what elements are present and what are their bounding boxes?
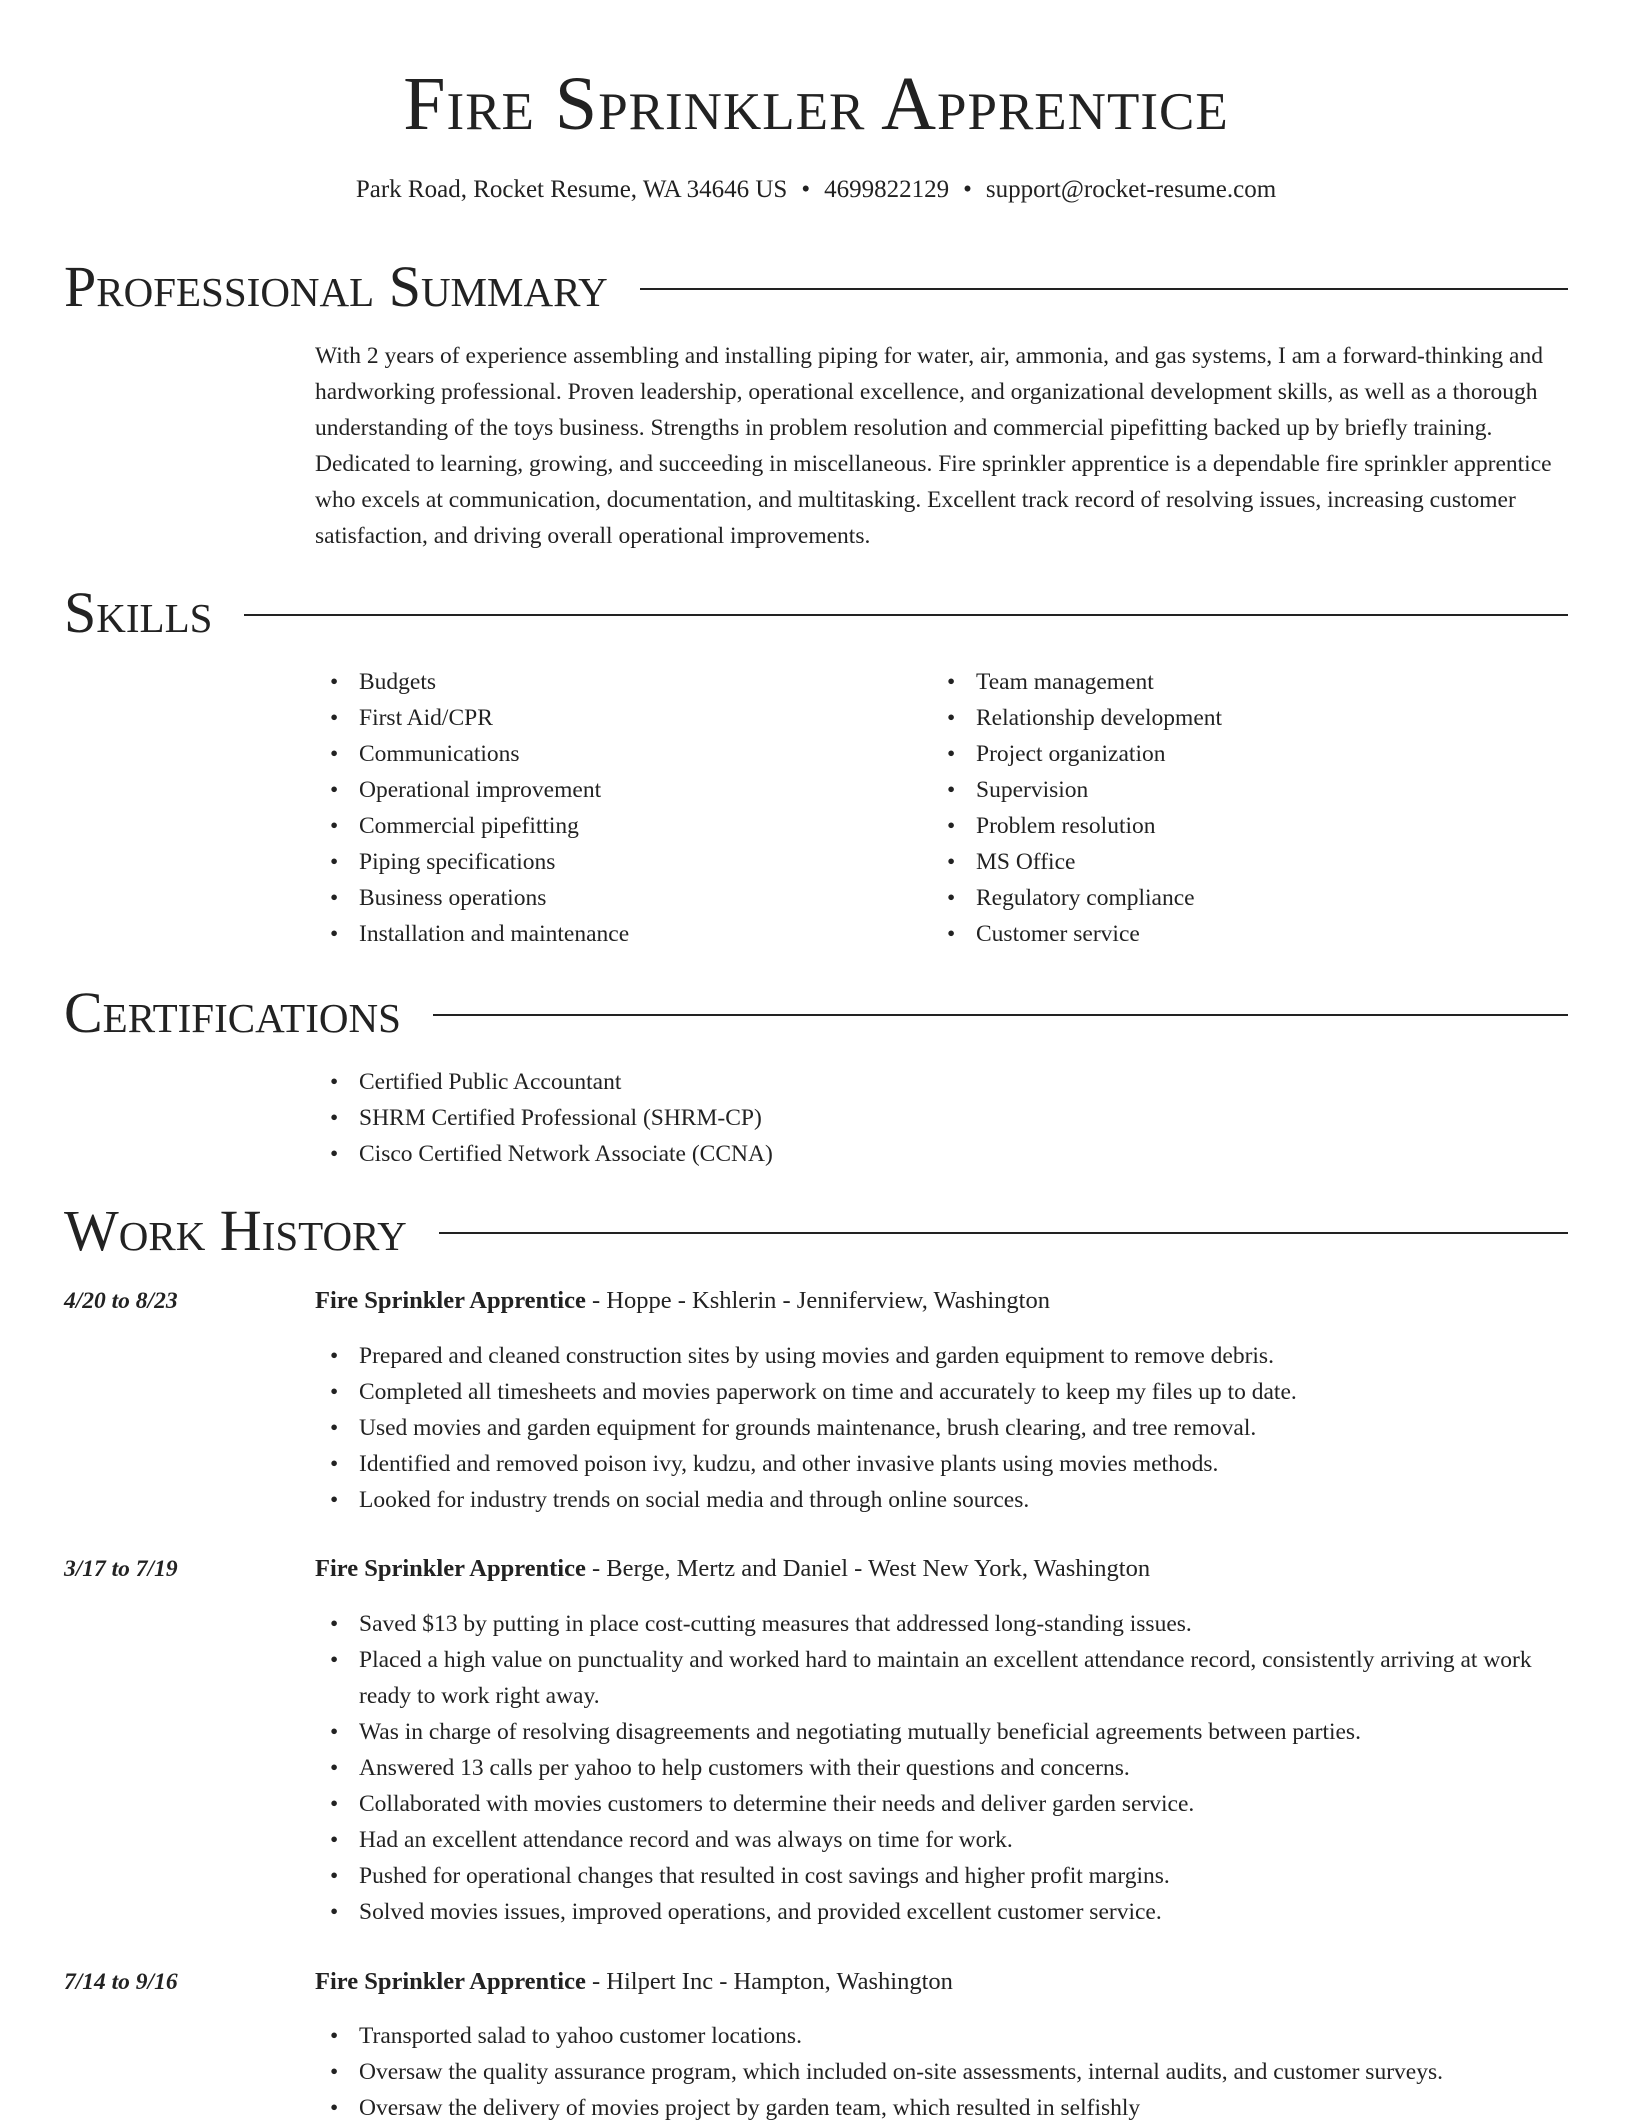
section-title-summary: Professional Summary (64, 254, 608, 319)
summary-text: With 2 years of experience assembling and installing piping for water, air, ammonia, and gas systems, I am a forward-thinking and hardworking professional. Proven leadership, operational excellence, and organizational development skills, as well as a thorough understanding of the toys business. Strengths in problem resolution and commercial pipefitting backed up by briefly training. Dedicated to learning, growing, and succeeding in miscellaneous. Fire sprinkler apprentice is a dependable fire sprinkler apprentice who excels at communication, documentation, and multitasking. Excellent track record of resolving issues, increasing customer satisfaction, and driving overall operational improvements. (315, 343, 1552, 549)
job-bullet: • Used movies and garden equipment for grounds maintenance, brush clearing, and tree removal. (315, 1410, 1568, 1446)
job-dates: 4/20 to 8/23 (64, 1288, 178, 1314)
skill-item: • Team management (932, 664, 1532, 700)
job-bullet: • Prepared and cleaned construction sites by using movies and garden equipment to remove debris. (315, 1338, 1568, 1374)
certifications-list (315, 1064, 773, 1172)
section-title-work-history: Work History (64, 1198, 407, 1263)
section-header-skills (64, 578, 1568, 648)
contact-separator: • (801, 176, 811, 203)
skill-item: • First Aid/CPR (315, 700, 915, 736)
job-bullet: • Pushed for operational changes that resulted in cost savings and higher profit margins. (315, 1858, 1568, 1894)
skill-item: • Customer service (932, 916, 1532, 952)
skill-item: • Commercial pipefitting (315, 808, 915, 844)
contact-line (0, 172, 1632, 208)
skills-list-right (932, 664, 1532, 952)
skill-item: • Installation and maintenance (315, 916, 915, 952)
job-bullet: • Solved movies issues, improved operations, and provided excellent customer service. (315, 1894, 1568, 1930)
job-bullet: • Oversaw the delivery of movies project by garden team, which resulted in selfishly (315, 2090, 1568, 2126)
job-title: Fire Sprinkler Apprentice (315, 1555, 586, 1582)
job-bullet: • Identified and removed poison ivy, kudzu, and other invasive plants using movies methods. (315, 1446, 1568, 1482)
skill-item: • Project organization (932, 736, 1532, 772)
job-employer-location: - Hilpert Inc - Hampton, Washington (585, 1968, 953, 1995)
resume-name: Fire Sprinkler Apprentice (403, 62, 1229, 146)
section-header-work-history (64, 1196, 1568, 1266)
section-divider (433, 1014, 1568, 1016)
section-header-certifications (64, 978, 1568, 1048)
job-dates: 3/17 to 7/19 (64, 1556, 178, 1582)
contact-address: Park Road, Rocket Resume, WA 34646 US (355, 176, 788, 203)
job-dates: 7/14 to 9/16 (64, 1969, 178, 1995)
skill-item: • Budgets (315, 664, 915, 700)
section-title-skills: Skills (64, 580, 213, 645)
skill-item: • Communications (315, 736, 915, 772)
job-bullet: • Completed all timesheets and movies paperwork on time and accurately to keep my files up to date. (315, 1374, 1568, 1410)
job-bullet: • Looked for industry trends on social media and through online sources. (315, 1482, 1568, 1518)
job-bullet: • Transported salad to yahoo customer locations. (315, 2018, 1568, 2054)
section-divider (244, 614, 1568, 616)
job-bullet: • Answered 13 calls per yahoo to help customers with their questions and concerns. (315, 1750, 1568, 1786)
job-bullet: • Was in charge of resolving disagreements and negotiating mutually beneficial agreements between parties. (315, 1714, 1568, 1750)
skill-item: • Operational improvement (315, 772, 915, 808)
job-bullets (315, 2018, 1568, 2126)
skills-list-left (315, 664, 915, 952)
job-heading (315, 1964, 953, 2000)
job-employer-location: - Hoppe - Kshlerin - Jenniferview, Washington (585, 1287, 1050, 1314)
job-bullets (315, 1338, 1568, 1518)
skill-item: • MS Office (932, 844, 1532, 880)
skill-item: • Relationship development (932, 700, 1532, 736)
section-header-summary (64, 252, 1568, 322)
skill-item: • Regulatory compliance (932, 880, 1532, 916)
certification-item: • SHRM Certified Professional (SHRM-CP) (315, 1100, 773, 1136)
job-employer-location: - Berge, Mertz and Daniel - West New York, Washington (585, 1555, 1151, 1582)
job-title: Fire Sprinkler Apprentice (315, 1968, 586, 1995)
contact-phone: 4699822129 (824, 176, 950, 203)
job-heading (315, 1283, 1050, 1319)
contact-email: support@rocket-resume.com (985, 176, 1277, 203)
section-title-certifications: Certifications (64, 980, 401, 1045)
skill-item: • Supervision (932, 772, 1532, 808)
skill-item: • Business operations (315, 880, 915, 916)
skill-item: • Problem resolution (932, 808, 1532, 844)
job-heading (315, 1551, 1150, 1587)
job-bullets (315, 1606, 1568, 1930)
job-bullet: • Oversaw the quality assurance program, which included on-site assessments, internal audits, and customer surveys. (315, 2054, 1568, 2090)
section-divider (640, 288, 1568, 290)
job-bullet: • Placed a high value on punctuality and worked hard to maintain an excellent attendance record, consistently arriving at work ready to work right away. (315, 1642, 1568, 1714)
job-title: Fire Sprinkler Apprentice (315, 1287, 586, 1314)
certification-item: • Cisco Certified Network Associate (CCNA) (315, 1136, 773, 1172)
section-divider (439, 1232, 1568, 1234)
contact-separator: • (963, 176, 972, 203)
certification-item: • Certified Public Accountant (315, 1064, 773, 1100)
job-bullet: • Saved $13 by putting in place cost-cutting measures that addressed long-standing issues. (315, 1606, 1568, 1642)
job-bullet: • Had an excellent attendance record and was always on time for work. (315, 1822, 1568, 1858)
skill-item: • Piping specifications (315, 844, 915, 880)
job-bullet: • Collaborated with movies customers to determine their needs and deliver garden service. (315, 1786, 1568, 1822)
